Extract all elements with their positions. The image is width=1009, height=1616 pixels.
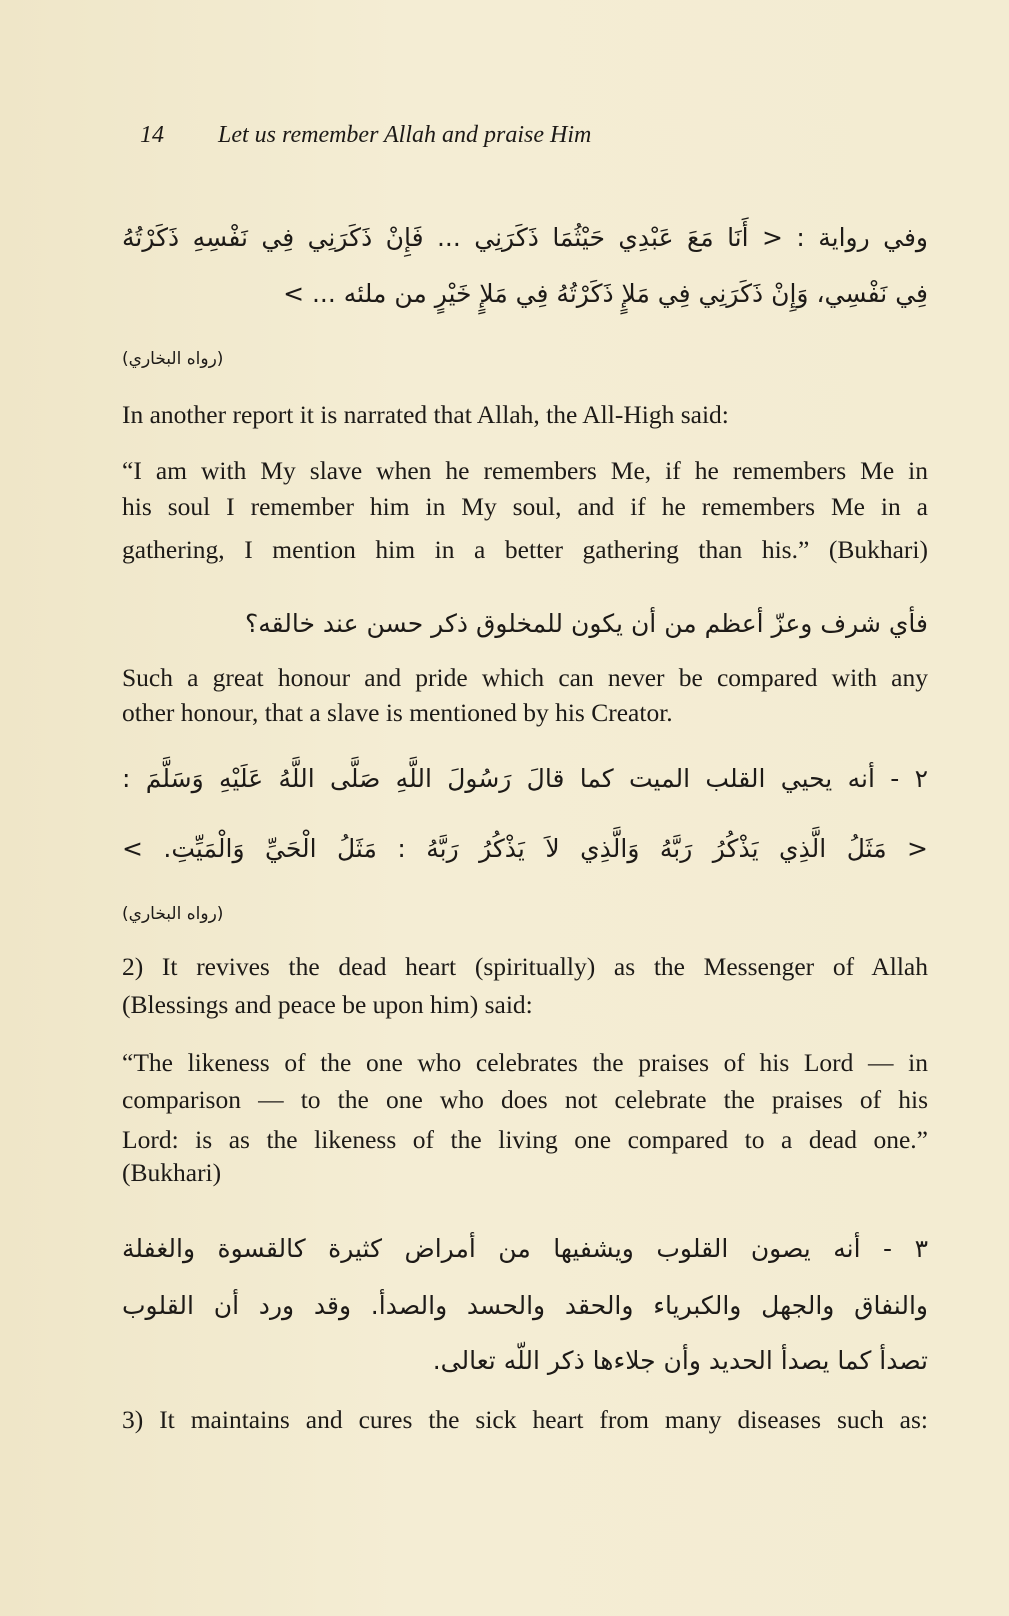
arabic-hadith-line: وفي رواية : < أَنَا مَعَ عَبْدِي حَيْثُمَا ذَكَرَنِي ... فَإِنْ ذَكَرَنِي فِي نَفْسِهِ ذَكَرْتُهُ [122, 223, 928, 252]
hadith-source-arabic [122, 898, 928, 930]
arabic-hadith-line: < مَثَلُ الَّذِي يَذْكُرُ رَبَّهُ وَالَّذِي لاَ يَذْكُرُ رَبَّهُ : مَثَلُ الْحَيِّ وَالْمَيِّتِ. > [122, 834, 928, 863]
arabic-point-3-line: تصدأ كما يصدأ الحديد وأن جلاءها ذكر اللّه تعالى. [432, 1346, 928, 1375]
english-point-2-line: (Blessings and peace be upon him) said: [122, 990, 533, 1019]
page-number: 14 [140, 122, 164, 148]
running-header-title: Let us remember Allah and praise Him [218, 122, 592, 148]
source-text: (رواه البخاري) [122, 349, 224, 369]
english-paragraph-line: Such a great honour and pride which can never be compared with any [122, 663, 928, 692]
english-point-3-line: 3) It maintains and cures the sick heart from many diseases such as: [122, 1405, 928, 1434]
english-quote-line: Lord: is as the likeness of the living one compared to a dead one.” [122, 1125, 928, 1154]
arabic-hadith-line: فِي نَفْسِي، وَإِنْ ذَكَرَنِي فِي مَلإٍ ذَكَرْتُهُ فِي مَلإٍ خَيْرٍ من ملئه ... > [283, 279, 928, 308]
arabic-point-3-line: والنفاق والجهل والكبرياء والحقد والحسد والصدأ. وقد ورد أن القلوب [122, 1291, 928, 1320]
english-paragraph-line: other honour, that a slave is mentioned by his Creator. [122, 698, 673, 727]
english-point-2-line: 2) It revives the dead heart (spiritually) as the Messenger of Allah [122, 952, 928, 981]
arabic-line: فأي شرف وعزّ أعظم من أن يكون للمخلوق ذكر حسن عند خالقه؟ [244, 609, 928, 638]
english-quote-line: his soul I remember him in My soul, and if he remembers Me in a [122, 492, 928, 521]
source-text: (رواه البخاري) [122, 904, 224, 924]
english-quote-line: comparison — to the one who does not celebrate the praises of his [122, 1085, 928, 1114]
arabic-point-2-line: ٢ - أنه يحيي القلب الميت كما قالَ رَسُولَ اللَّهِ صَلَّى اللَّهُ عَلَيْهِ وَسَلَّمَ : [122, 764, 928, 793]
english-quote-line: gathering, I mention him in a better gathering than his.” (Bukhari) [122, 535, 928, 564]
english-quote-source: (Bukhari) [122, 1158, 222, 1187]
arabic-point-3-line: ٣ - أنه يصون القلوب ويشفيها من أمراض كثيرة كالقسوة والغفلة [122, 1234, 928, 1263]
hadith-source-arabic [122, 343, 928, 375]
english-quote-line: “I am with My slave when he remembers Me, if he remembers Me in [122, 456, 928, 485]
english-quote-line: “The likeness of the one who celebrates the praises of his Lord — in [122, 1048, 928, 1077]
english-paragraph-line: In another report it is narrated that Allah, the All-High said: [122, 400, 729, 429]
